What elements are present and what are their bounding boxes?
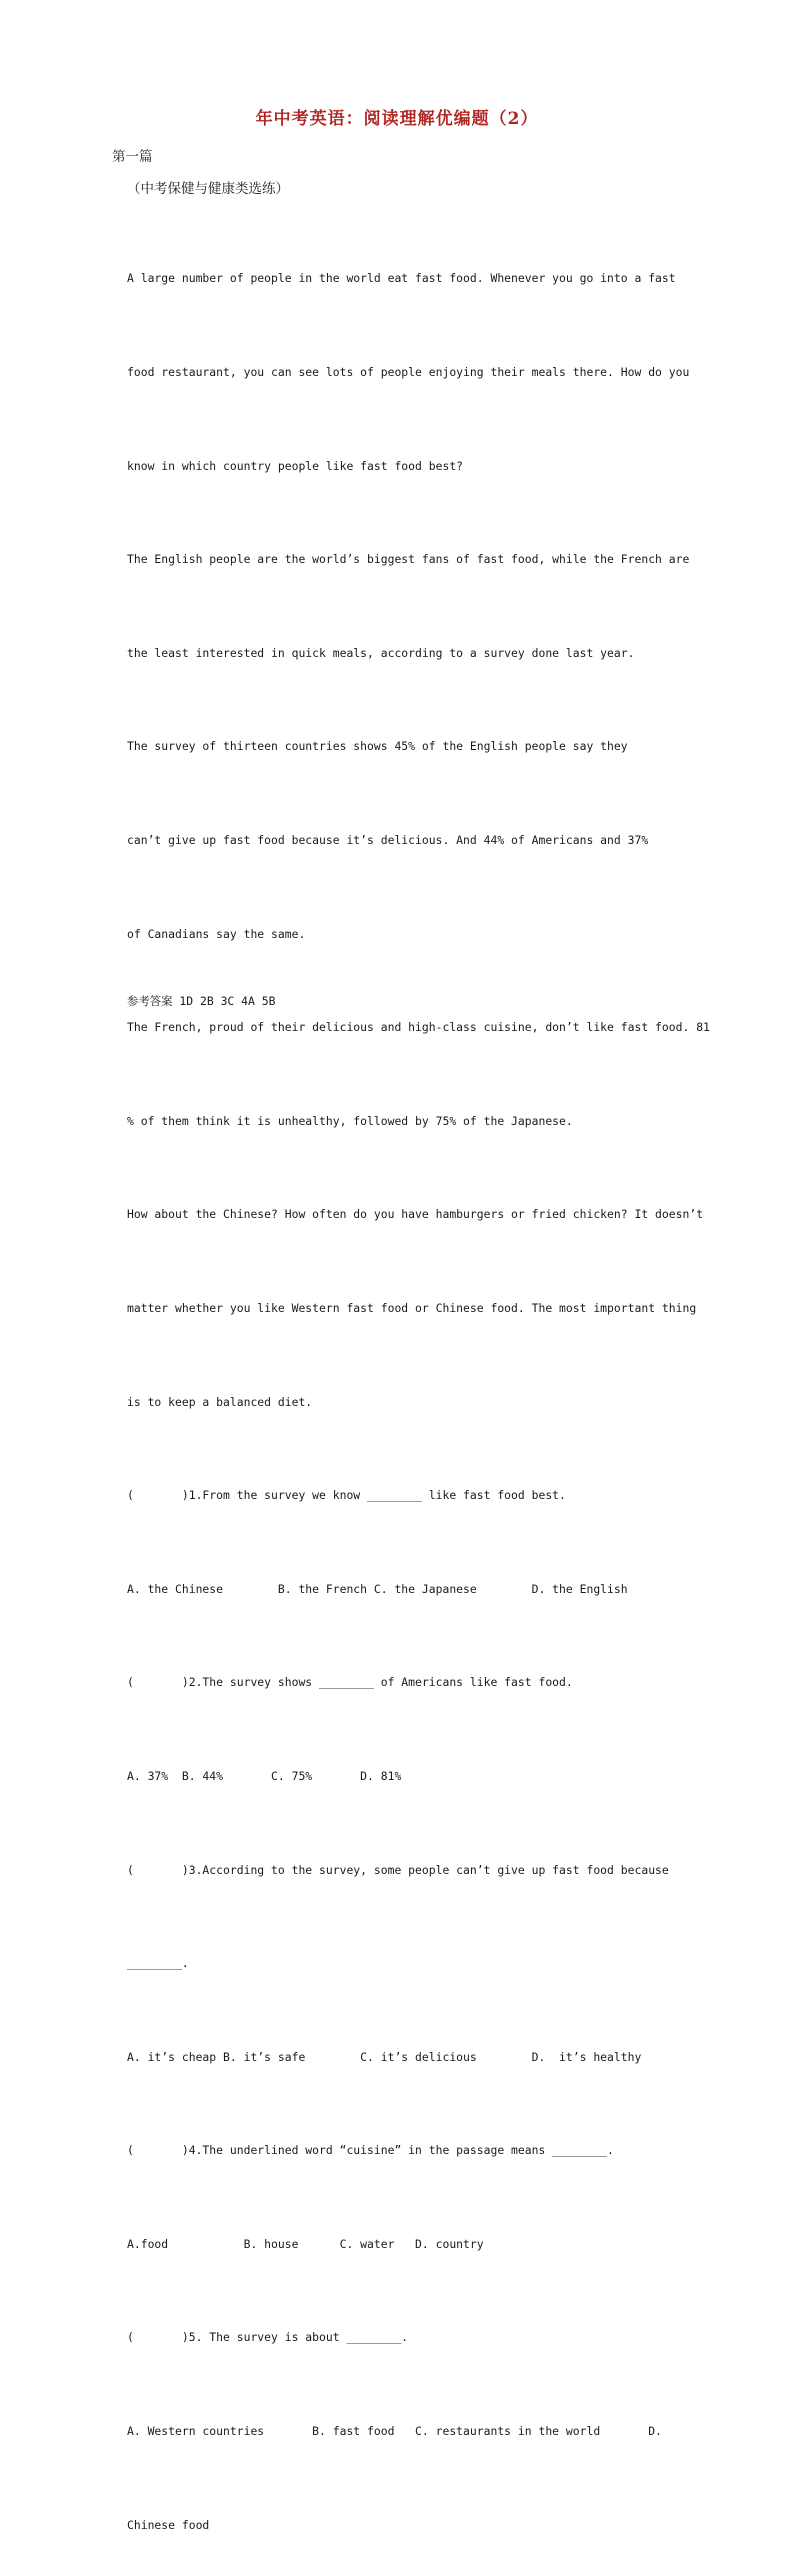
passage-line: A large number of people in the world eat fast food. Whenever you go into a fast: [127, 271, 676, 286]
question-options: A. it’s cheap B. it’s safe C. it’s delicious D. it’s healthy: [127, 2049, 642, 2064]
question-options: A. Western countries B. fast food C. restaurants in the world D.: [127, 2424, 662, 2439]
passage-line: % of them think it is unhealthy, followed by 75% of the Japanese.: [127, 1113, 573, 1128]
passage-line: matter whether you like Western fast food or Chinese food. The most important thing: [127, 1300, 697, 1315]
question-line: ( )1.From the survey we know ________ like fast food best.: [127, 1488, 566, 1503]
passage-line: can’t give up fast food because it’s delicious. And 44% of Americans and 37%: [127, 832, 649, 847]
passage-line: the least interested in quick meals, according to a survey done last year.: [127, 645, 635, 660]
section-label: 第一篇: [112, 149, 153, 165]
question-line: ( )4.The underlined word “cuisine” in the passage means ________.: [127, 2143, 614, 2158]
question-line: ( )2.The survey shows ________ of Americans like fast food.: [127, 1675, 573, 1690]
passage-line: is to keep a balanced diet.: [127, 1394, 313, 1409]
passage-and-questions: [127, 201, 710, 2572]
question-options: A. 37% B. 44% C. 75% D. 81%: [127, 1768, 402, 1783]
question-line: ( )3.According to the survey, some people can’t give up fast food because: [127, 1862, 669, 1877]
question-line: ( )5. The survey is about ________.: [127, 2330, 409, 2345]
answer-key: 参考答案 1D 2B 3C 4A 5B: [127, 994, 276, 1008]
passage-line: The French, proud of their delicious and high-class cuisine, don’t like fast food. 81: [127, 1020, 710, 1035]
passage-line: The survey of thirteen countries shows 45% of the English people say they: [127, 739, 628, 754]
passage-line: The English people are the world’s biggest fans of fast food, while the French are: [127, 552, 690, 567]
page-title: 年中考英语：阅读理解优编题（2）: [255, 109, 539, 129]
passage-line: food restaurant, you can see lots of people enjoying their meals there. How do you: [127, 365, 690, 379]
passage-line: How about the Chinese? How often do you have hamburgers or fried chicken? It doesn’t: [127, 1207, 704, 1222]
section-subtitle: （中考保健与健康类选练）: [127, 181, 289, 197]
question-options: A. the Chinese B. the French C. the Japanese D. the English: [127, 1581, 628, 1596]
question-options: Chinese food: [127, 2517, 210, 2532]
passage-line: know in which country people like fast food best?: [127, 458, 464, 473]
question-options: A.food B. house C. water D. country: [127, 2236, 484, 2251]
question-line: ________.: [127, 1956, 189, 1971]
passage-line: of Canadians say the same.: [127, 926, 306, 941]
